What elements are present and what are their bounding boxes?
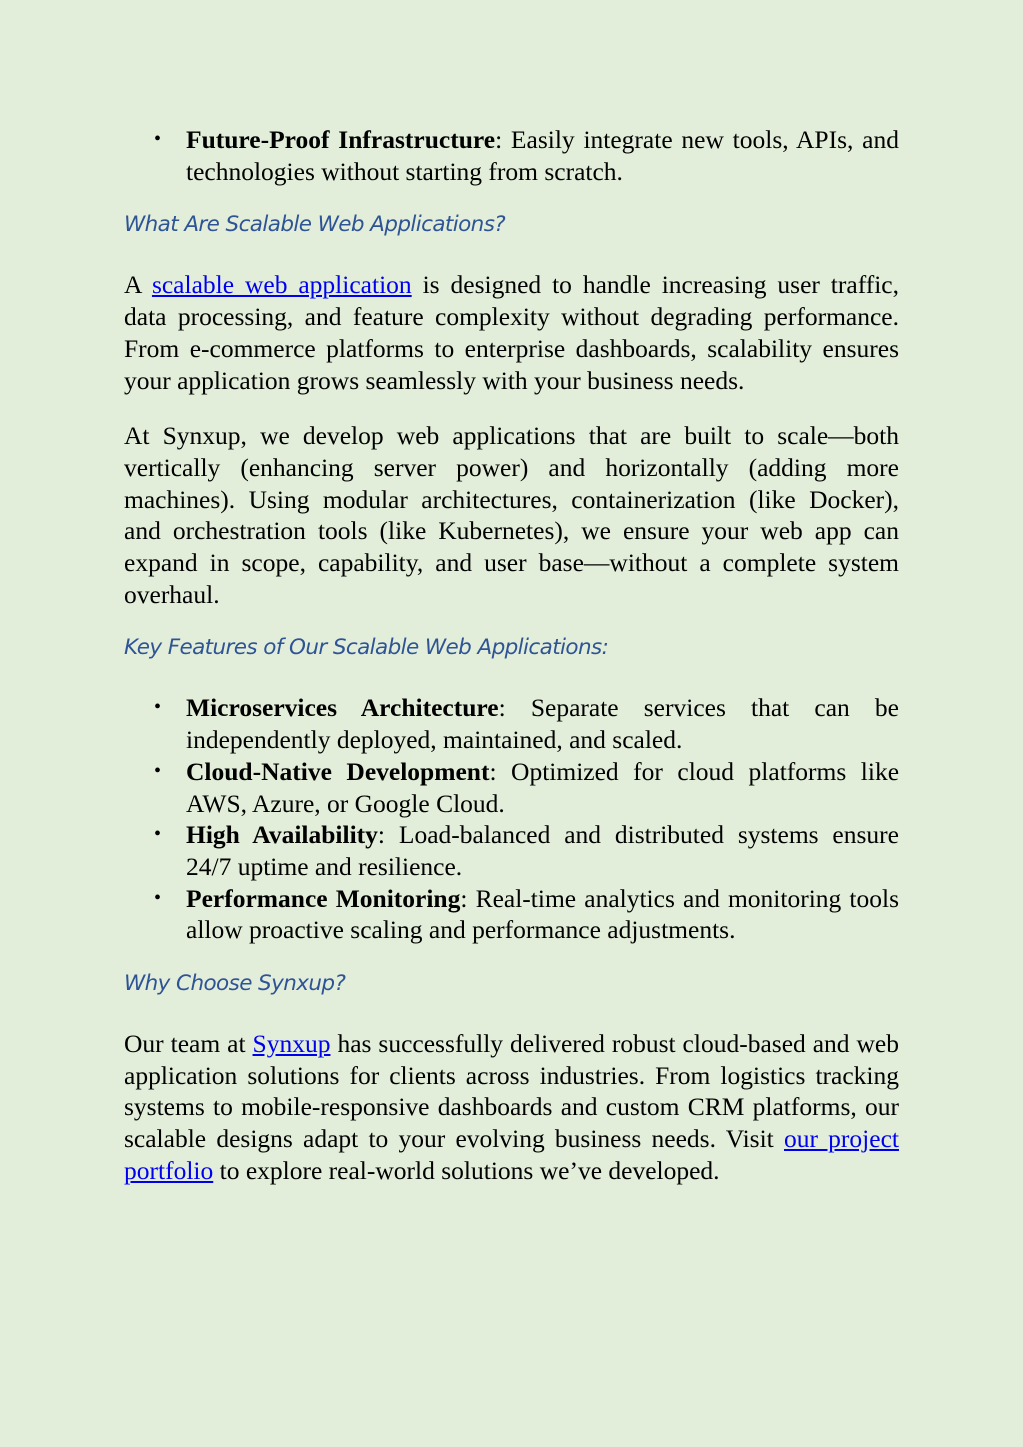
list-item (124, 756, 899, 819)
paragraph-text: is designed to handle increasing user traffic, data processing, and feature complexity without degrading performance. From e-commerce platforms to enterprise dashboards, scalability ensures your application grows seamlessly with your business needs. (124, 270, 899, 395)
paragraph-text: Our team at (124, 1029, 253, 1059)
paragraph-why-synxup (124, 1028, 899, 1187)
bullet-icon: • (154, 696, 162, 719)
paragraph-text: has successfully delivered robust cloud-based and web application solutions for clients across industries. From logistics tracking systems to mobile-responsive dashboards and custom CRM platforms, our scalable designs adapt to your evolving business needs. Visit (124, 1029, 899, 1154)
list-item-text: : Easily integrate new tools, APIs, and technologies without starting from scratch. (186, 125, 899, 186)
scalable-web-application-link[interactable]: scalable web application (151, 270, 412, 300)
list-item-text: : Real-time analytics and monitoring tools allow proactive scaling and performance adjustments. (186, 883, 899, 945)
section-heading-key-features: Key Features of Our Scalable Web Applications: (124, 635, 609, 661)
bullet-icon: • (154, 759, 162, 782)
list-item (124, 692, 899, 755)
list-item (124, 124, 899, 187)
top-bullet-list (124, 124, 899, 187)
list-item-text: : Optimized for cloud platforms like AWS, Azure, or Google Cloud. (186, 756, 900, 818)
list-item (124, 883, 899, 946)
list-item-term: Cloud-Native Development (186, 756, 490, 786)
document-page (124, 124, 899, 1187)
synxup-link[interactable]: Synxup (252, 1029, 331, 1059)
features-bullet-list (124, 692, 899, 946)
project-portfolio-link[interactable]: our project portfolio (124, 1124, 899, 1185)
list-item-term: High Availability (186, 820, 378, 850)
section-heading-why-choose: Why Choose Synxup? (124, 971, 346, 997)
bullet-icon: • (154, 128, 162, 150)
bullet-icon: • (154, 823, 162, 846)
paragraph-text: A (124, 270, 152, 300)
list-item-text: : Separate services that can be independently deployed, maintained, and scaled. (186, 693, 899, 755)
paragraph-synxup-scale: At Synxup, we develop web applications that are built to scale—both vertically (enhancing server power) and horizontally (adding more machines). Using modular architectures, containerization (like Docker), and orchestration tools (like Kubernetes), we ensure your web app can expand in scope, capability, and user base—without a complete system overhaul. (124, 421, 899, 609)
list-item-text: : Load-balanced and distributed systems ensure 24/7 uptime and resilience. (186, 820, 899, 881)
bullet-icon: • (154, 886, 162, 909)
section-heading-what-are: What Are Scalable Web Applications? (124, 212, 506, 238)
paragraph-scalable-intro (124, 269, 899, 396)
paragraph-text: to explore real-world solutions we’ve developed. (213, 1155, 720, 1185)
list-item-term: Future-Proof Infrastructure (186, 125, 496, 154)
list-item-term: Microservices Architecture (186, 693, 499, 723)
list-item-term: Performance Monitoring (186, 883, 461, 913)
list-item (124, 819, 899, 882)
